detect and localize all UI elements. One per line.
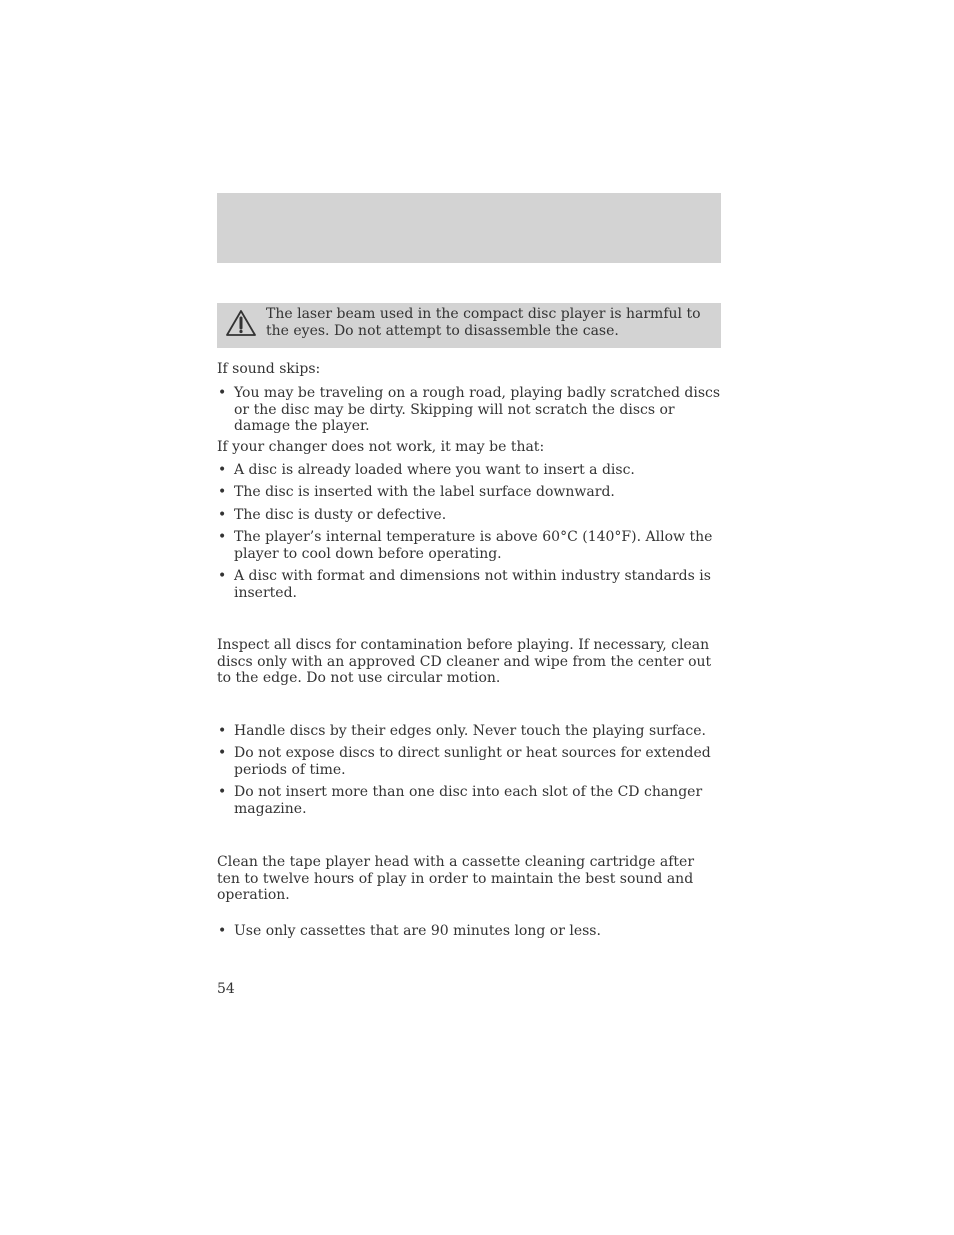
list-item-text: Use only cassettes that are 90 minutes long or less. (234, 923, 601, 939)
list-item-text: A disc with format and dimensions not within industry standards is inserted. (234, 568, 711, 601)
list-item-text: The disc is dusty or defective. (234, 507, 447, 523)
list-item-text: The disc is inserted with the label surface downward. (234, 484, 615, 500)
list-item-text: A disc is already loaded where you want to insert a disc. (234, 462, 635, 478)
changer-intro: If your changer does not work, it may be that: (217, 439, 545, 455)
list-item-text: The player’s internal temperature is above 60°C (140°F). Allow the player to cool down before operating. (234, 529, 713, 562)
bullet-glyph: • (218, 507, 227, 523)
bullet-glyph: • (218, 529, 227, 545)
bullet-glyph: • (218, 568, 227, 584)
section-header-band (217, 193, 721, 263)
tape-cleaning-paragraph: Clean the tape player head with a cassette cleaning cartridge after ten to twelve hours of play in order to maintain the best sound and operation. (217, 854, 695, 903)
page-number: 54 (217, 981, 235, 997)
sound-skips-intro: If sound skips: (217, 361, 321, 377)
bullet-glyph: • (218, 723, 227, 739)
bullet-glyph: • (218, 745, 227, 761)
list-item-text: Do not insert more than one disc into each slot of the CD changer magazine. (234, 784, 703, 817)
warning-triangle-icon (225, 309, 257, 337)
warning-text: The laser beam used in the compact disc player is harmful to the eyes. Do not attempt to disassemble the case. (266, 306, 701, 339)
warning-box (217, 303, 721, 348)
bullet-glyph: • (218, 385, 227, 401)
bullet-glyph: • (218, 784, 227, 800)
bullet-glyph: • (218, 484, 227, 500)
list-item-text: You may be traveling on a rough road, playing badly scratched discs or the disc may be dirty. Skipping will not scratch the discs or damage the player. (234, 385, 721, 434)
list-item-text: Do not expose discs to direct sunlight or heat sources for extended periods of time. (234, 745, 711, 778)
bullet-glyph: • (218, 462, 227, 478)
list-item-text: Handle discs by their edges only. Never touch the playing surface. (234, 723, 706, 739)
disc-cleaning-paragraph: Inspect all discs for contamination before playing. If necessary, clean discs only with an approved CD cleaner and wipe from the center out to the edge. Do not use circular motion. (217, 637, 712, 686)
bullet-glyph: • (218, 923, 227, 939)
